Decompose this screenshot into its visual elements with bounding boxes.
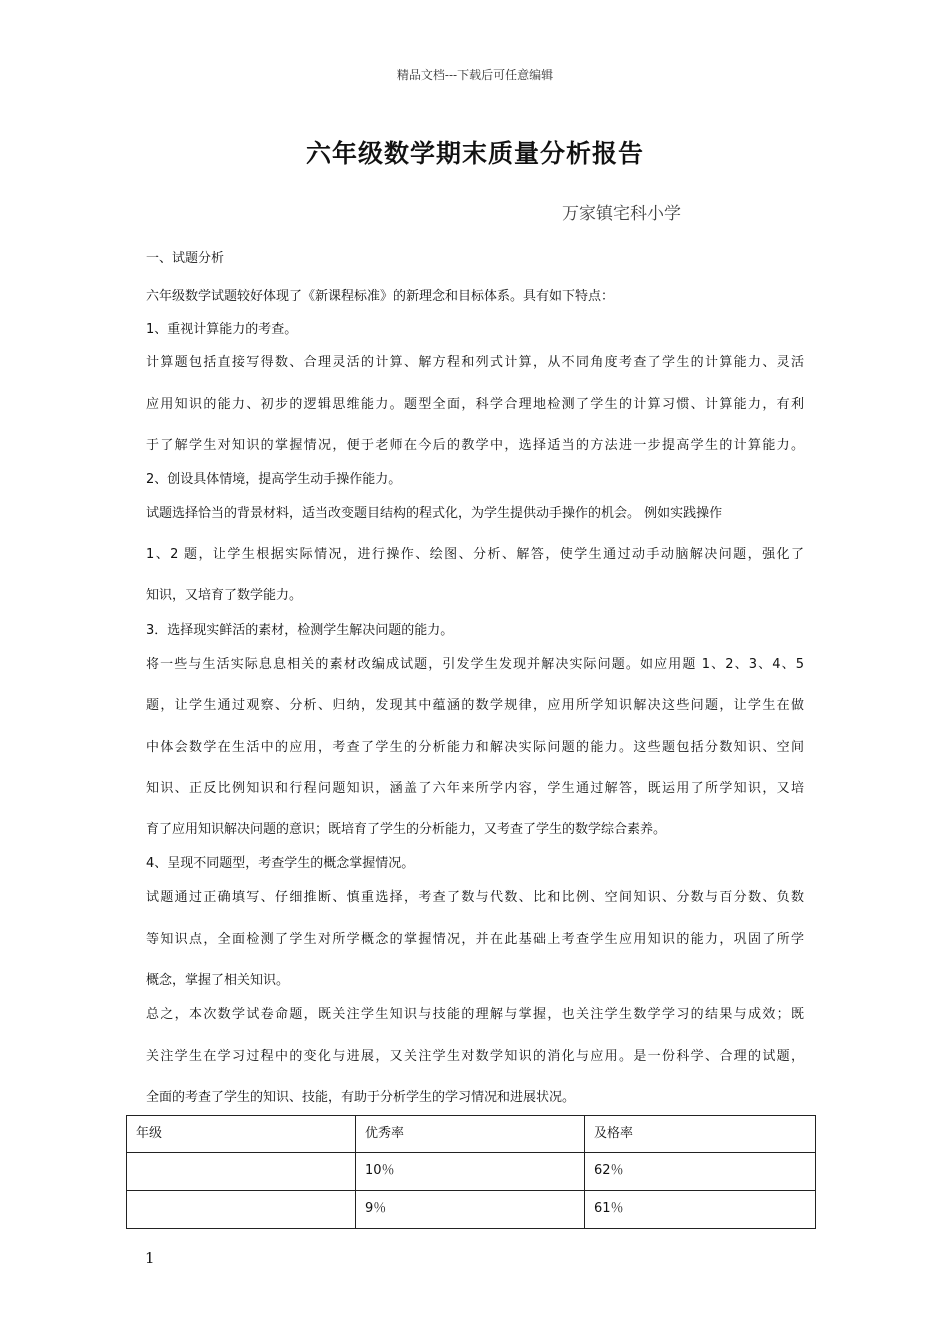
paragraph-line: 题，让学生通过观察、分析、归纳，发现其中蕴涵的数学规律，应用所学知识解决这些问题，让学生在做 bbox=[146, 698, 804, 713]
paragraph-line: 知识，又培育了数学能力。 bbox=[146, 588, 303, 603]
table-cell: 61％ bbox=[585, 1191, 816, 1229]
paragraph-line: 中体会数学在生活中的应用，考查了学生的分析能力和解决实际问题的能力。这些题包括分数知识、空间 bbox=[146, 740, 804, 755]
subheading-1: 1、重视计算能力的考查。 bbox=[146, 322, 298, 337]
table-cell: 62％ bbox=[585, 1153, 816, 1191]
paragraph-line: 将一些与生活实际息息相关的素材改编成试题，引发学生发现并解决实际问题。如应用题 1、2、3、4、5 bbox=[146, 657, 804, 672]
table-cell bbox=[127, 1191, 356, 1229]
document-title: 六年级数学期末质量分析报告 bbox=[305, 139, 644, 168]
paragraph-line: 等知识点，全面检测了学生对所学概念的掌握情况，并在此基础上考查学生应用知识的能力，巩固了所学 bbox=[146, 932, 804, 947]
paragraph-line: 育了应用知识解决问题的意识；既培育了学生的分析能力，又考查了学生的数学综合素养。 bbox=[146, 822, 667, 837]
subheading-2: 2、创设具体情境，提高学生动手操作能力。 bbox=[146, 472, 402, 487]
paragraph-line: 关注学生在学习过程中的变化与进展，又关注学生对数学知识的消化与应用。是一份科学、合理的试题， bbox=[146, 1049, 804, 1064]
paragraph-line: 全面的考查了学生的知识、技能，有助于分析学生的学习情况和进展状况。 bbox=[146, 1090, 576, 1105]
table-row bbox=[127, 1153, 816, 1191]
table-cell bbox=[127, 1153, 356, 1191]
table-header-row bbox=[127, 1116, 816, 1153]
paragraph-line: 计算题包括直接写得数、合理灵活的计算、解方程和列式计算，从不同角度考查了学生的计算能力、灵活 bbox=[146, 355, 804, 370]
paragraph-line: 概念，掌握了相关知识。 bbox=[146, 973, 290, 988]
section-heading: 一、试题分析 bbox=[146, 251, 225, 266]
table-cell: 10％ bbox=[356, 1153, 585, 1191]
paragraph-line: 于了解学生对知识的掌握情况，便于老师在今后的教学中，选择适当的方法进一步提高学生的计算能力。 bbox=[146, 438, 804, 453]
grade-rate-table bbox=[126, 1115, 816, 1229]
table-row bbox=[127, 1191, 816, 1229]
page-number: 1 bbox=[145, 1249, 155, 1267]
paragraph-line: 六年级数学试题较好体现了《新课程标准》的新理念和目标体系。具有如下特点： bbox=[146, 289, 615, 304]
table-header-cell: 年级 bbox=[127, 1116, 356, 1153]
paragraph-line: 试题选择恰当的背景材料，适当改变题目结构的程式化，为学生提供动手操作的机会。 例如实践操作 bbox=[146, 506, 723, 521]
table-header-cell: 及格率 bbox=[585, 1116, 816, 1153]
school-name: 万家镇宅科小学 bbox=[562, 204, 681, 224]
paragraph-line: 试题通过正确填写、仔细推断、慎重选择，考查了数与代数、比和比例、空间知识、分数与百分数、负数 bbox=[146, 890, 804, 905]
subheading-3: 3．选择现实鲜活的素材，检测学生解决问题的能力。 bbox=[146, 623, 454, 638]
subheading-4: 4、呈现不同题型，考查学生的概念掌握情况。 bbox=[146, 856, 415, 871]
paragraph-line: 1、2 题，让学生根据实际情况，进行操作、绘图、分析、解答，使学生通过动手动脑解决问题，强化了 bbox=[146, 547, 804, 562]
paragraph-line: 总之，本次数学试卷命题，既关注学生知识与技能的理解与掌握，也关注学生数学学习的结果与成效；既 bbox=[146, 1007, 804, 1022]
paragraph-line: 知识、正反比例知识和行程问题知识，涵盖了六年来所学内容，学生通过解答，既运用了所学知识，又培 bbox=[146, 781, 804, 796]
paragraph-line: 应用知识的能力、初步的逻辑思维能力。题型全面，科学合理地检测了学生的计算习惯、计算能力，有利 bbox=[146, 397, 804, 412]
header-note: 精品文档---下载后可任意编辑 bbox=[396, 68, 554, 82]
table-header-cell: 优秀率 bbox=[356, 1116, 585, 1153]
table-cell: 9％ bbox=[356, 1191, 585, 1229]
